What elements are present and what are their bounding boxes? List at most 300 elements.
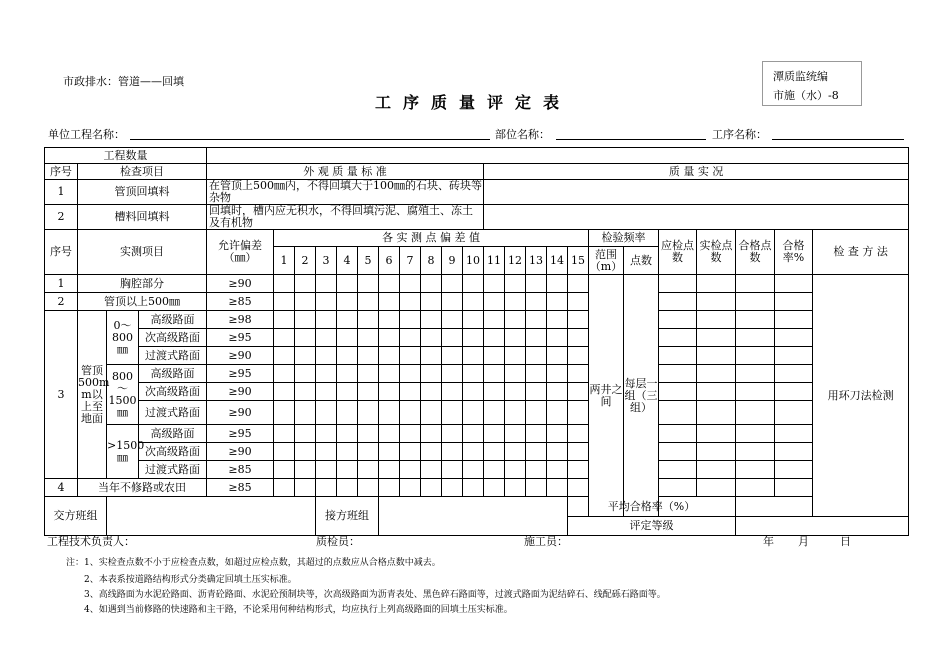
process-field[interactable] bbox=[772, 139, 904, 140]
point-cell[interactable] bbox=[505, 401, 526, 425]
road-type: 次高级路面 bbox=[139, 383, 207, 401]
point-cell[interactable] bbox=[295, 479, 316, 497]
point-cell[interactable] bbox=[379, 443, 400, 461]
should-check-cell[interactable] bbox=[659, 383, 697, 401]
method-header: 检 查 方 法 bbox=[813, 230, 909, 275]
point-cell[interactable] bbox=[547, 347, 568, 365]
point-cell[interactable] bbox=[358, 461, 379, 479]
tech-lead-label: 工程技术负责人： bbox=[47, 535, 135, 548]
point-cell[interactable] bbox=[568, 443, 589, 461]
table-row bbox=[45, 347, 909, 365]
point-cell[interactable] bbox=[484, 347, 505, 365]
check-row-status[interactable] bbox=[484, 180, 909, 205]
grade-field[interactable] bbox=[736, 517, 909, 536]
point-cell[interactable] bbox=[526, 365, 547, 383]
row-allow: ≥95 bbox=[207, 425, 274, 443]
point-cell[interactable] bbox=[274, 365, 295, 383]
actual-check-cell[interactable] bbox=[697, 365, 736, 383]
point-cell[interactable] bbox=[379, 383, 400, 401]
point-cell[interactable] bbox=[505, 425, 526, 443]
point-cell[interactable] bbox=[358, 275, 379, 293]
point-cell[interactable] bbox=[463, 329, 484, 347]
point-cell[interactable] bbox=[547, 425, 568, 443]
point-cell[interactable] bbox=[337, 365, 358, 383]
qualified-rate-cell[interactable] bbox=[775, 461, 813, 479]
point-cell[interactable] bbox=[484, 461, 505, 479]
point-cell[interactable] bbox=[358, 347, 379, 365]
point-cell[interactable] bbox=[463, 461, 484, 479]
point-cell[interactable] bbox=[337, 347, 358, 365]
table-row bbox=[45, 329, 909, 347]
point-cell[interactable] bbox=[337, 425, 358, 443]
point-cell[interactable] bbox=[463, 365, 484, 383]
row-item: 管顶以上500㎜ bbox=[78, 293, 207, 311]
point-cell[interactable] bbox=[568, 425, 589, 443]
point-cell[interactable] bbox=[547, 461, 568, 479]
point-cell[interactable] bbox=[484, 425, 505, 443]
qualified-rate-cell[interactable] bbox=[775, 425, 813, 443]
point-cell[interactable] bbox=[526, 275, 547, 293]
table-row bbox=[45, 275, 909, 293]
point-cell[interactable] bbox=[421, 425, 442, 443]
point-cell[interactable] bbox=[442, 443, 463, 461]
actual-check-cell[interactable] bbox=[697, 479, 736, 497]
point-cell[interactable] bbox=[379, 311, 400, 329]
row-no: 1 bbox=[45, 275, 78, 293]
point-cell[interactable] bbox=[274, 401, 295, 425]
point-cell[interactable] bbox=[295, 383, 316, 401]
handover-field[interactable] bbox=[107, 497, 316, 536]
point-cell[interactable] bbox=[295, 347, 316, 365]
unit-project-field[interactable] bbox=[130, 139, 490, 140]
check-row-status[interactable] bbox=[484, 205, 909, 230]
avg-rate-field[interactable] bbox=[736, 497, 909, 517]
freq-points-value: 每层一组（三组） bbox=[624, 275, 659, 517]
should-check-cell[interactable] bbox=[659, 365, 697, 383]
project-qty-field[interactable] bbox=[207, 148, 909, 164]
point-cell[interactable] bbox=[421, 347, 442, 365]
point-cell[interactable] bbox=[316, 293, 337, 311]
freq-header: 检验频率 bbox=[589, 230, 659, 247]
point-cell[interactable] bbox=[442, 365, 463, 383]
actual-check-cell[interactable] bbox=[697, 329, 736, 347]
point-cell[interactable] bbox=[484, 479, 505, 497]
point-cell[interactable] bbox=[337, 479, 358, 497]
point-cell[interactable] bbox=[442, 329, 463, 347]
point-cell[interactable] bbox=[358, 383, 379, 401]
point-cell[interactable] bbox=[316, 401, 337, 425]
point-cell[interactable] bbox=[547, 293, 568, 311]
road-type: 高级路面 bbox=[139, 425, 207, 443]
should-check-header: 应检点数 bbox=[659, 230, 697, 275]
point-cell[interactable] bbox=[295, 311, 316, 329]
point-cell[interactable] bbox=[526, 461, 547, 479]
should-check-cell[interactable] bbox=[659, 275, 697, 293]
point-cell[interactable] bbox=[400, 401, 421, 425]
point-cell[interactable] bbox=[379, 365, 400, 383]
point-cell[interactable] bbox=[568, 401, 589, 425]
note-1: 注：1、实检查点数不小于应检查点数，如超过应检点数，其超过的点数应从合格点数中减去。 bbox=[66, 558, 441, 568]
point-cell[interactable] bbox=[274, 425, 295, 443]
point-cell[interactable] bbox=[379, 293, 400, 311]
point-cell[interactable] bbox=[463, 275, 484, 293]
point-cell[interactable] bbox=[568, 479, 589, 497]
point-cell[interactable] bbox=[358, 479, 379, 497]
point-cell[interactable] bbox=[358, 311, 379, 329]
point-cell[interactable] bbox=[379, 461, 400, 479]
point-cell[interactable] bbox=[421, 293, 442, 311]
point-cell[interactable] bbox=[568, 293, 589, 311]
should-check-cell[interactable] bbox=[659, 479, 697, 497]
point-cell[interactable] bbox=[442, 311, 463, 329]
road-type: 高级路面 bbox=[139, 365, 207, 383]
point-cell[interactable] bbox=[526, 479, 547, 497]
point-cell[interactable] bbox=[295, 425, 316, 443]
quality-table bbox=[44, 147, 909, 536]
point-cell[interactable] bbox=[463, 425, 484, 443]
point-cell[interactable] bbox=[337, 275, 358, 293]
note-3: 3、高线路面为水泥砼路面、沥青砼路面、水泥砼预制块等，次高级路面为沥青表处、黑色碎石路面等，过渡式路面为泥结碎石、线配砾石路面等。 bbox=[84, 590, 666, 600]
qualified-rate-cell[interactable] bbox=[775, 293, 813, 311]
point-number: 4 bbox=[337, 247, 358, 275]
point-cell[interactable] bbox=[463, 347, 484, 365]
point-cell[interactable] bbox=[547, 275, 568, 293]
month-label: 月 bbox=[798, 535, 809, 548]
should-check-cell[interactable] bbox=[659, 443, 697, 461]
point-cell[interactable] bbox=[526, 383, 547, 401]
point-number: 3 bbox=[316, 247, 337, 275]
point-cell[interactable] bbox=[316, 479, 337, 497]
point-cell[interactable] bbox=[547, 329, 568, 347]
actual-check-cell[interactable] bbox=[697, 425, 736, 443]
point-cell[interactable] bbox=[295, 329, 316, 347]
point-cell[interactable] bbox=[442, 347, 463, 365]
point-cell[interactable] bbox=[442, 425, 463, 443]
table-row bbox=[45, 293, 909, 311]
point-cell[interactable] bbox=[505, 293, 526, 311]
table-row bbox=[45, 479, 909, 497]
point-cell[interactable] bbox=[547, 479, 568, 497]
point-cell[interactable] bbox=[400, 461, 421, 479]
point-cell[interactable] bbox=[568, 383, 589, 401]
should-check-cell[interactable] bbox=[659, 401, 697, 425]
check-row-item: 槽料回填料 bbox=[78, 205, 207, 230]
point-cell[interactable] bbox=[358, 443, 379, 461]
point-cell[interactable] bbox=[400, 443, 421, 461]
point-cell[interactable] bbox=[337, 443, 358, 461]
qualified-cell[interactable] bbox=[736, 443, 775, 461]
point-cell[interactable] bbox=[442, 293, 463, 311]
qualified-cell[interactable] bbox=[736, 383, 775, 401]
point-cell[interactable] bbox=[568, 329, 589, 347]
check-row-std: 在管顶上500㎜内，不得回填大于100㎜的石块、砖块等杂物 bbox=[207, 180, 484, 205]
point-cell[interactable] bbox=[463, 383, 484, 401]
point-cell[interactable] bbox=[316, 311, 337, 329]
road-type: 次高级路面 bbox=[139, 329, 207, 347]
point-cell[interactable] bbox=[526, 329, 547, 347]
qualified-cell[interactable] bbox=[736, 425, 775, 443]
part-label: 部位名称： bbox=[495, 128, 550, 141]
should-check-cell[interactable] bbox=[659, 461, 697, 479]
point-cell[interactable] bbox=[379, 275, 400, 293]
point-cell[interactable] bbox=[463, 293, 484, 311]
point-cell[interactable] bbox=[337, 383, 358, 401]
form-code-box bbox=[762, 61, 862, 106]
row-allow: ≥95 bbox=[207, 365, 274, 383]
point-cell[interactable] bbox=[316, 365, 337, 383]
qualified-cell[interactable] bbox=[736, 365, 775, 383]
point-number: 2 bbox=[295, 247, 316, 275]
point-cell[interactable] bbox=[421, 329, 442, 347]
point-cell[interactable] bbox=[568, 347, 589, 365]
point-cell[interactable] bbox=[316, 347, 337, 365]
point-cell[interactable] bbox=[463, 311, 484, 329]
point-cell[interactable] bbox=[358, 365, 379, 383]
actual-check-cell[interactable] bbox=[697, 401, 736, 425]
point-cell[interactable] bbox=[316, 443, 337, 461]
table-row bbox=[45, 401, 909, 425]
qualified-cell[interactable] bbox=[736, 347, 775, 365]
point-number: 14 bbox=[547, 247, 568, 275]
row-item: 胸腔部分 bbox=[78, 275, 207, 293]
point-cell[interactable] bbox=[337, 461, 358, 479]
row-no: 4 bbox=[45, 479, 78, 497]
should-check-cell[interactable] bbox=[659, 293, 697, 311]
table-row bbox=[45, 425, 909, 443]
point-cell[interactable] bbox=[526, 425, 547, 443]
point-cell[interactable] bbox=[526, 293, 547, 311]
should-check-cell[interactable] bbox=[659, 425, 697, 443]
point-cell[interactable] bbox=[421, 461, 442, 479]
row-allow: ≥90 bbox=[207, 275, 274, 293]
part-field[interactable] bbox=[556, 139, 706, 140]
point-cell[interactable] bbox=[316, 461, 337, 479]
road-type: 过渡式路面 bbox=[139, 461, 207, 479]
actual-check-cell[interactable] bbox=[697, 275, 736, 293]
actual-check-cell[interactable] bbox=[697, 461, 736, 479]
point-cell[interactable] bbox=[505, 443, 526, 461]
actual-check-cell[interactable] bbox=[697, 293, 736, 311]
qualified-rate-cell[interactable] bbox=[775, 443, 813, 461]
point-cell[interactable] bbox=[547, 383, 568, 401]
point-cell[interactable] bbox=[274, 347, 295, 365]
point-cell[interactable] bbox=[526, 401, 547, 425]
point-cell[interactable] bbox=[484, 329, 505, 347]
qualified-header: 合格点数 bbox=[736, 230, 775, 275]
point-cell[interactable] bbox=[400, 275, 421, 293]
receiver-field[interactable] bbox=[379, 497, 568, 536]
point-cell[interactable] bbox=[295, 365, 316, 383]
point-cell[interactable] bbox=[421, 275, 442, 293]
point-cell[interactable] bbox=[442, 461, 463, 479]
actual-check-cell[interactable] bbox=[697, 347, 736, 365]
table-row bbox=[45, 365, 909, 383]
point-cell[interactable] bbox=[547, 311, 568, 329]
point-cell[interactable] bbox=[484, 383, 505, 401]
point-cell[interactable] bbox=[505, 311, 526, 329]
point-cell[interactable] bbox=[358, 293, 379, 311]
point-cell[interactable] bbox=[316, 275, 337, 293]
point-cell[interactable] bbox=[463, 443, 484, 461]
point-cell[interactable] bbox=[274, 383, 295, 401]
point-number: 10 bbox=[463, 247, 484, 275]
point-cell[interactable] bbox=[421, 401, 442, 425]
point-cell[interactable] bbox=[547, 365, 568, 383]
point-cell[interactable] bbox=[442, 479, 463, 497]
qualified-rate-cell[interactable] bbox=[775, 383, 813, 401]
qualified-cell[interactable] bbox=[736, 401, 775, 425]
point-cell[interactable] bbox=[526, 311, 547, 329]
point-cell[interactable] bbox=[400, 293, 421, 311]
qualified-rate-cell[interactable] bbox=[775, 329, 813, 347]
point-cell[interactable] bbox=[316, 425, 337, 443]
qualified-rate-cell[interactable] bbox=[775, 479, 813, 497]
point-cell[interactable] bbox=[442, 275, 463, 293]
qualified-cell[interactable] bbox=[736, 293, 775, 311]
freq-range-value: 两井之间 bbox=[589, 275, 624, 517]
point-cell[interactable] bbox=[505, 347, 526, 365]
avg-rate-label: 平均合格率（%） bbox=[568, 497, 736, 517]
point-cell[interactable] bbox=[295, 461, 316, 479]
road-type: 次高级路面 bbox=[139, 443, 207, 461]
point-cell[interactable] bbox=[379, 329, 400, 347]
point-cell[interactable] bbox=[316, 329, 337, 347]
unit-project-label: 单位工程名称： bbox=[48, 128, 125, 141]
point-cell[interactable] bbox=[337, 293, 358, 311]
point-cell[interactable] bbox=[484, 311, 505, 329]
table-row bbox=[45, 443, 909, 461]
point-cell[interactable] bbox=[442, 383, 463, 401]
qualified-rate-cell[interactable] bbox=[775, 347, 813, 365]
point-cell[interactable] bbox=[379, 401, 400, 425]
point-cell[interactable] bbox=[358, 425, 379, 443]
point-cell[interactable] bbox=[295, 401, 316, 425]
point-cell[interactable] bbox=[421, 311, 442, 329]
qualified-rate-cell[interactable] bbox=[775, 401, 813, 425]
point-cell[interactable] bbox=[421, 383, 442, 401]
should-check-cell[interactable] bbox=[659, 347, 697, 365]
allow-dev-header: 允许偏差（㎜） bbox=[207, 230, 274, 275]
page-title: 工序质量评定表 bbox=[375, 93, 572, 112]
points-dev-header: 各 实 测 点 偏 差 值 bbox=[274, 230, 589, 247]
road-type: 过渡式路面 bbox=[139, 347, 207, 365]
point-cell[interactable] bbox=[505, 461, 526, 479]
grade-label: 评定等级 bbox=[568, 517, 736, 536]
point-cell[interactable] bbox=[505, 329, 526, 347]
point-cell[interactable] bbox=[463, 479, 484, 497]
receiver-label: 接方班组 bbox=[316, 497, 379, 536]
point-cell[interactable] bbox=[379, 479, 400, 497]
point-cell[interactable] bbox=[274, 329, 295, 347]
point-cell[interactable] bbox=[400, 347, 421, 365]
year-label: 年 bbox=[763, 535, 774, 548]
point-cell[interactable] bbox=[421, 479, 442, 497]
point-cell[interactable] bbox=[484, 293, 505, 311]
qualified-rate-cell[interactable] bbox=[775, 311, 813, 329]
point-cell[interactable] bbox=[274, 311, 295, 329]
point-cell[interactable] bbox=[274, 293, 295, 311]
point-cell[interactable] bbox=[526, 443, 547, 461]
point-cell[interactable] bbox=[547, 443, 568, 461]
point-cell[interactable] bbox=[568, 461, 589, 479]
qualified-cell[interactable] bbox=[736, 461, 775, 479]
points-header: 点数 bbox=[624, 247, 659, 275]
row-allow: ≥85 bbox=[207, 293, 274, 311]
point-cell[interactable] bbox=[379, 347, 400, 365]
point-cell[interactable] bbox=[274, 461, 295, 479]
point-cell[interactable] bbox=[568, 365, 589, 383]
point-cell[interactable] bbox=[526, 347, 547, 365]
actual-check-cell[interactable] bbox=[697, 443, 736, 461]
point-cell[interactable] bbox=[274, 443, 295, 461]
should-check-cell[interactable] bbox=[659, 311, 697, 329]
point-cell[interactable] bbox=[400, 383, 421, 401]
point-cell[interactable] bbox=[358, 401, 379, 425]
point-cell[interactable] bbox=[421, 443, 442, 461]
row-no: 3 bbox=[45, 311, 78, 479]
point-number: 11 bbox=[484, 247, 505, 275]
row-allow: ≥90 bbox=[207, 347, 274, 365]
point-cell[interactable] bbox=[568, 311, 589, 329]
point-cell[interactable] bbox=[484, 443, 505, 461]
point-cell[interactable] bbox=[337, 401, 358, 425]
point-cell[interactable] bbox=[400, 425, 421, 443]
point-cell[interactable] bbox=[358, 329, 379, 347]
qualified-cell[interactable] bbox=[736, 275, 775, 293]
qualified-rate-cell[interactable] bbox=[775, 365, 813, 383]
point-cell[interactable] bbox=[337, 311, 358, 329]
builder-label: 施工员： bbox=[524, 535, 568, 548]
point-cell[interactable] bbox=[505, 479, 526, 497]
actual-check-cell[interactable] bbox=[697, 383, 736, 401]
point-cell[interactable] bbox=[400, 479, 421, 497]
point-cell[interactable] bbox=[484, 365, 505, 383]
should-check-cell[interactable] bbox=[659, 329, 697, 347]
point-cell[interactable] bbox=[442, 401, 463, 425]
qualified-cell[interactable] bbox=[736, 329, 775, 347]
point-cell[interactable] bbox=[400, 311, 421, 329]
point-cell[interactable] bbox=[295, 293, 316, 311]
qualified-cell[interactable] bbox=[736, 479, 775, 497]
row-allow: ≥90 bbox=[207, 383, 274, 401]
actual-check-cell[interactable] bbox=[697, 311, 736, 329]
point-cell[interactable] bbox=[400, 365, 421, 383]
qualified-rate-cell[interactable] bbox=[775, 275, 813, 293]
point-cell[interactable] bbox=[568, 275, 589, 293]
point-cell[interactable] bbox=[295, 275, 316, 293]
point-cell[interactable] bbox=[274, 275, 295, 293]
point-cell[interactable] bbox=[505, 383, 526, 401]
point-cell[interactable] bbox=[400, 329, 421, 347]
point-cell[interactable] bbox=[547, 401, 568, 425]
road-type: 高级路面 bbox=[139, 311, 207, 329]
point-cell[interactable] bbox=[505, 365, 526, 383]
actual-check-header: 实检点数 bbox=[697, 230, 736, 275]
point-cell[interactable] bbox=[337, 329, 358, 347]
point-cell[interactable] bbox=[484, 275, 505, 293]
point-cell[interactable] bbox=[274, 479, 295, 497]
point-cell[interactable] bbox=[505, 275, 526, 293]
point-cell[interactable] bbox=[379, 425, 400, 443]
point-cell[interactable] bbox=[316, 383, 337, 401]
point-cell[interactable] bbox=[421, 365, 442, 383]
form-code-line2: 市施（水）-8 bbox=[773, 89, 839, 102]
qualified-cell[interactable] bbox=[736, 311, 775, 329]
point-cell[interactable] bbox=[463, 401, 484, 425]
point-cell[interactable] bbox=[484, 401, 505, 425]
quality-status-header: 质 量 实 况 bbox=[484, 164, 909, 180]
point-cell[interactable] bbox=[295, 443, 316, 461]
